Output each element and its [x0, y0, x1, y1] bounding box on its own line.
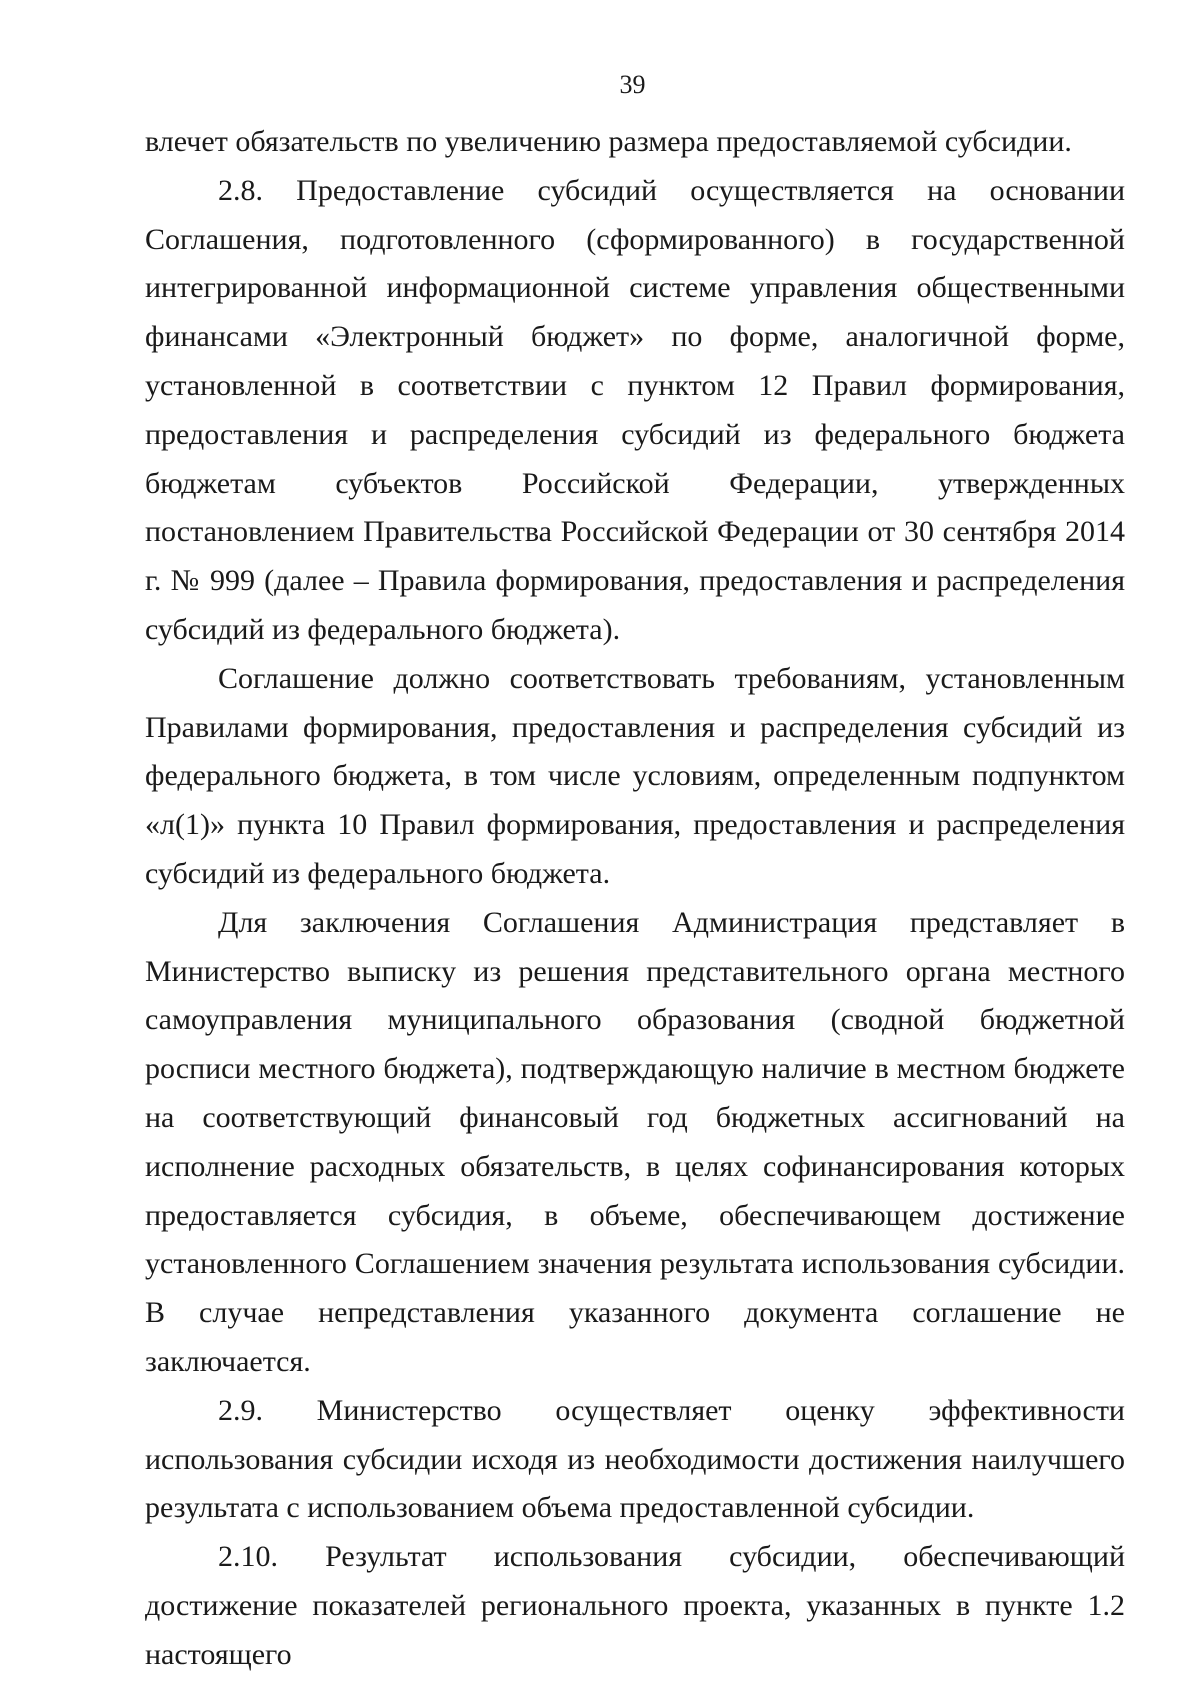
paragraph-2-10: 2.10. Результат использования субсидии, обеспечивающий достижение показателей регионального проекта, указанных в пункте 1.2 настоящего [145, 1540, 1125, 1671]
page-number: 39 [619, 70, 646, 99]
paragraph-agreement-requirements: Соглашение должно соответствовать требованиям, установленным Правилами формирования, предоставления и распределения субсидий из федерального бюджета, в том числе условиям, определенным подпунктом «л(1)» пункта 10 Правил формирования, предоставления и распределения субсидий из федерального бюджета. [145, 661, 1125, 890]
paragraph-continuation: влечет обязательств по увеличению размера предоставляемой субсидии. [145, 125, 1072, 158]
paragraph-agreement-conclusion: Для заключения Соглашения Администрация представляет в Министерство выписку из решения представительного органа местного самоуправления муниципального образования (сводной бюджетной росписи местного бюджета), подтверждающую наличие в местном бюджете на соответствующий финансовый год бюджетных ассигнований на исполнение расходных обязательств, в целях софинансирования которых предоставляется субсидия, в объеме, обеспечивающем достижение установленного Соглашением значения результата использования субсидии. В случае непредставления указанного документа соглашение не заключается. [145, 905, 1125, 1378]
document-body [145, 118, 1125, 1680]
paragraph-2-9: 2.9. Министерство осуществляет оценку эффективности использования субсидии исходя из необходимости достижения наилучшего результата с использованием объема предоставленной субсидии. [145, 1393, 1125, 1525]
paragraph-2-8: 2.8. Предоставление субсидий осуществляется на основании Соглашения, подготовленного (сформированного) в государственной интегрированной информационной системе управления общественными финансами «Электронный бюджет» по форме, аналогичной форме, установленной в соответствии с пунктом 12 Правил формирования, предоставления и распределения субсидий из федерального бюджета бюджетам субъектов Российской Федерации, утвержденных постановлением Правительства Российской Федерации от 30 сентября 2014 г. № 999 (далее – Правила формирования, предоставления и распределения субсидий из федерального бюджета). [145, 173, 1125, 646]
